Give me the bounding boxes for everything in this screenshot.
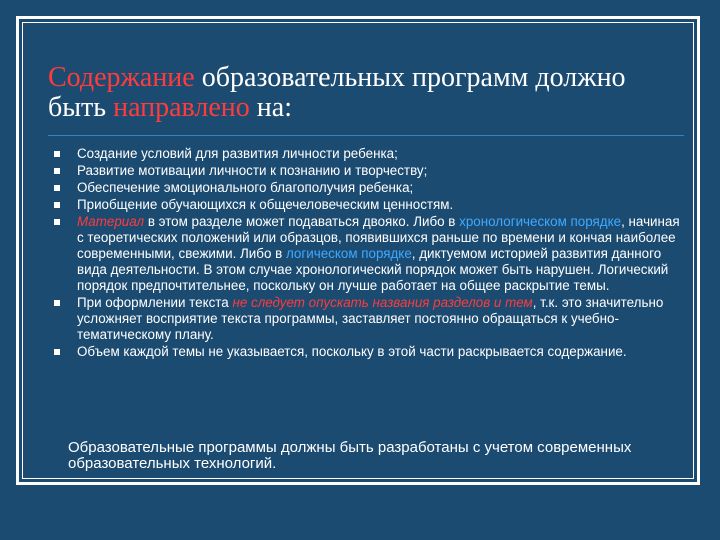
title-accent-directed: направлено [113,92,250,123]
list-item [54,197,684,213]
list-item [54,344,684,360]
slide-title [48,63,688,123]
logical-order-keyword: логическом порядке [285,246,412,261]
title-text-end: на: [249,92,292,123]
list-item-text: Развитие мотивации личности к познанию и творчеству; [77,163,428,178]
list-item-text: , диктуемом историей развития данного вида деятельности. В этом случае хронологический порядок может быть нарушен. Логический порядок предпочтительнее, поскольку он лучше работает на общее раскрытие темы. [77,246,669,293]
list-item [54,146,684,162]
material-keyword: Материал [77,214,145,229]
list-item-text: , начиная с теоретических положений или образцов, появившихся раньше по времени и кончая наиболее современными, свежими. Либо в [77,214,680,261]
title-accent-content: Содержание [48,62,195,93]
list-item [54,180,684,196]
list-item-text: в этом разделе может подаваться двояко. Либо в [144,214,460,229]
square-bullet-icon [54,185,60,191]
list-item-text: , т.к. это значительно усложняет восприятие текста программы, заставляет постоянно обращаться к учебно-тематическому плану. [77,295,664,342]
square-bullet-icon [54,349,60,355]
square-bullet-icon [54,151,60,157]
list-item-text: Создание условий для развития личности ребенка; [77,146,398,161]
square-bullet-icon [54,202,60,208]
list-item-text: Приобщение обучающихся к общечеловеческим ценностям. [77,197,454,212]
square-bullet-icon [54,300,60,306]
do-not-omit-keyword: не следует опускать названия разделов и тем [232,295,533,310]
list-item-text: Обеспечение эмоционального благополучия ребенка; [77,180,414,195]
title-text-middle: образовательных программ должно быть [48,62,626,123]
list-item-text: При оформлении текста [77,295,233,310]
footer-note: Образовательные программы должны быть разработаны с учетом современных образовательных технологий. [68,439,632,472]
square-bullet-icon [54,219,60,225]
list-item [54,163,684,179]
square-bullet-icon [54,168,60,174]
chronological-order-keyword: хронологическом порядке [459,214,622,229]
bullet-list [54,146,684,361]
list-item [54,214,684,294]
title-divider [48,135,684,136]
list-item-text: Объем каждой темы не указывается, поскольку в этой части раскрывается содержание. [77,344,627,359]
list-item [54,295,684,343]
